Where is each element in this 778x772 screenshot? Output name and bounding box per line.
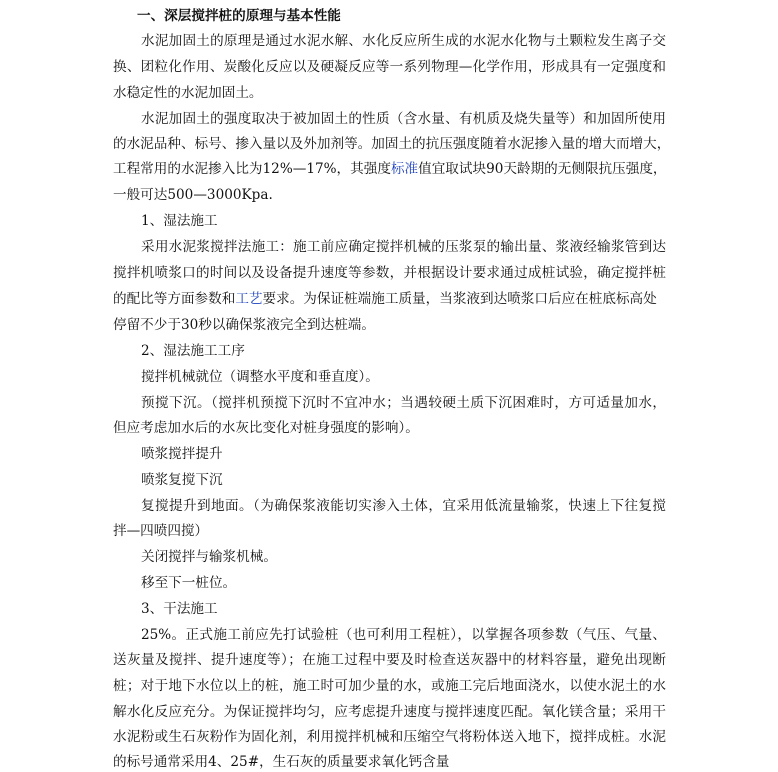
paragraph-line: 搅拌机喷浆口的时间以及设备提升速度等参数，并根据设计要求通过成桩试验，确定搅拌桩 <box>113 265 666 281</box>
paragraph-line: 的水泥品种、标号、掺入量以及外加剂等。加固土的抗压强度随着水泥掺入量的增大而增大， <box>113 136 671 152</box>
section-heading: 一、深层搅拌桩的原理与基本性能 <box>137 8 341 24</box>
paragraph-line: 25%。正式施工前应先打试验桩（也可利用工程桩），以掌握各项参数（气压、气量、 <box>141 627 666 643</box>
paragraph-line: 解水化反应充分。为保证搅拌均匀，应考虑提升速度与搅拌速度匹配。氧化镁含量；采用干 <box>113 704 666 720</box>
text-run: 工程常用的水泥掺入比为12%—17%，其强度 <box>113 161 391 177</box>
paragraph-line: 桩；对于地下水位以上的桩，施工时可加少量的水，或施工完后地面浇水，以使水泥土的水 <box>113 678 666 694</box>
text-run: 要求。为保证桩端施工质量，当浆液到达喷浆口后应在桩底标高处 <box>262 291 657 307</box>
paragraph-line: 停留不少于30秒以确保浆液完全到达桩端。 <box>113 317 375 333</box>
process-link[interactable]: 工艺 <box>235 291 263 307</box>
paragraph-line: 采用水泥浆搅拌法施工：施工前应确定搅拌机械的压浆泵的输出量、浆液经输浆管到达 <box>141 239 666 255</box>
subsection-title: 2、湿法施工工序 <box>141 343 245 359</box>
paragraph-line: 的标号通常采用4、25#，生石灰的质量要求氧化钙含量 <box>113 754 450 770</box>
paragraph-line <box>113 290 657 308</box>
paragraph-line: 一般可达500—3000Kpa. <box>113 187 273 203</box>
standard-link[interactable]: 标准 <box>390 161 419 177</box>
procedure-step: 关闭搅拌与输浆机械。 <box>141 549 277 565</box>
document-page <box>113 0 671 772</box>
subsection-title: 3、干法施工 <box>141 601 218 617</box>
paragraph-line: 水泥加固土的原理是通过水泥水解、水化反应所生成的水泥水化物与土颗粒发生离子交 <box>141 33 666 49</box>
procedure-step: 拌—四喷四搅） <box>113 523 209 539</box>
text-run: 的配比等方面参数和 <box>113 291 236 307</box>
subsection-title: 1、湿法施工 <box>141 213 218 229</box>
paragraph-line: 水稳定性的水泥加固土。 <box>113 85 263 101</box>
procedure-step: 但应考虑加水后的水灰比变化对桩身强度的影响）。 <box>113 420 419 436</box>
text-run: 值宜取试块90天龄期的无侧限抗压强度， <box>418 161 667 177</box>
procedure-step: 预搅下沉。（搅拌机预搅下沉时不宜冲水；当遇较硬土质下沉困难时，方可适量加水， <box>141 395 666 411</box>
procedure-step: 喷浆搅拌提升 <box>141 446 223 462</box>
paragraph-line: 水泥加固土的强度取决于被加固土的性质（含水量、有机质及烧失量等）和加固所使用 <box>141 111 666 127</box>
paragraph-line: 水泥粉或生石灰粉作为固化剂，利用搅拌机械和压缩空气将粉体送入地下，搅拌成桩。水泥 <box>113 729 666 745</box>
procedure-step: 移至下一桩位。 <box>141 575 237 591</box>
paragraph-line: 送灰量及搅拌、提升速度等）；在施工过程中要及时检查送灰器中的材料容量，避免出现断 <box>113 652 666 668</box>
procedure-step: 喷浆复搅下沉 <box>141 472 223 488</box>
procedure-step: 复搅提升到地面。（为确保浆液能切实渗入土体，宜采用低流量输浆，快速上下往复搅 <box>141 498 666 514</box>
procedure-step: 搅拌机械就位（调整水平度和垂直度）。 <box>141 369 379 385</box>
paragraph-line: 换、团粒化作用、炭酸化反应以及硬凝反应等一系列物理—化学作用，形成具有一定强度和 <box>113 59 666 75</box>
paragraph-line <box>113 160 667 178</box>
